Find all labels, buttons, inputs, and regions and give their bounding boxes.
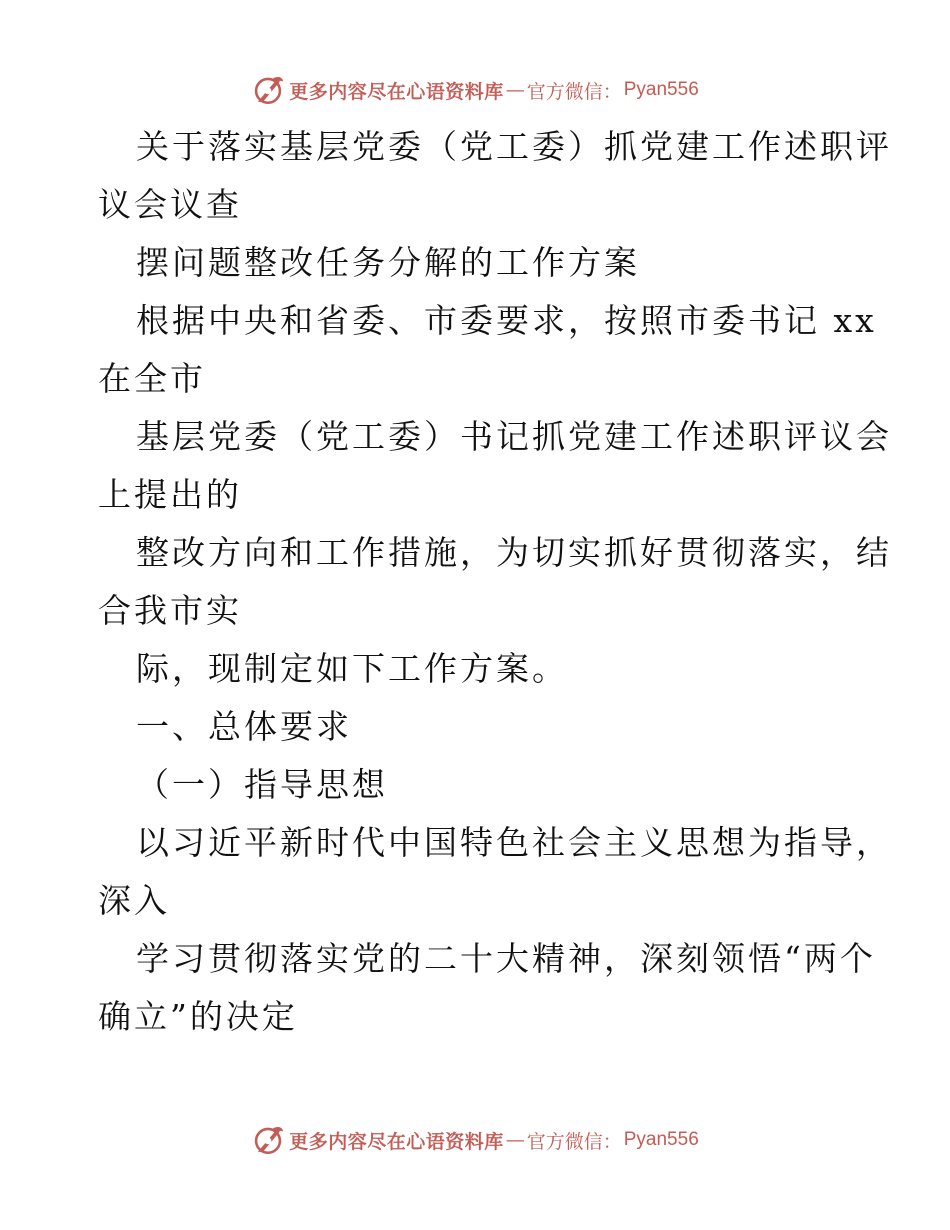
quill-pen-logo-icon bbox=[251, 73, 285, 107]
paragraph-line: 合我市实 bbox=[98, 591, 242, 630]
watermark-sub-text: 官方微信： bbox=[526, 80, 622, 103]
paragraph-line: 根据中央和省委、市委要求，按照市委书记 xx bbox=[136, 301, 877, 340]
section-heading: 一、总体要求 bbox=[136, 707, 352, 746]
paragraph-line: 确立”的决定 bbox=[98, 997, 298, 1036]
footer-watermark bbox=[0, 1120, 950, 1160]
paragraph-line: 在全市 bbox=[98, 359, 206, 398]
title-line-3: 摆问题整改任务分解的工作方案 bbox=[136, 243, 640, 282]
paragraph-line: 上提出的 bbox=[98, 475, 242, 514]
title-line-2: 议会议查 bbox=[98, 185, 242, 224]
subsection-heading: （一）指导思想 bbox=[136, 765, 388, 804]
watermark-wechat-id: Pyan556 bbox=[623, 79, 699, 100]
watermark-dash: — bbox=[505, 79, 525, 101]
header-watermark bbox=[0, 70, 950, 110]
watermark-wechat-id: Pyan556 bbox=[623, 1129, 699, 1150]
quill-pen-logo-icon bbox=[251, 1123, 285, 1157]
paragraph-line: 深入 bbox=[98, 881, 170, 920]
watermark-main-text: 更多内容尽在心语资料库 bbox=[289, 1130, 504, 1153]
title-line-1: 关于落实基层党委（党工委）抓党建工作述职评 bbox=[136, 127, 892, 166]
watermark-dash: — bbox=[505, 1129, 525, 1151]
paragraph-line: 学习贯彻落实党的二十大精神，深刻领悟“两个 bbox=[136, 939, 876, 978]
watermark-main-text: 更多内容尽在心语资料库 bbox=[289, 80, 504, 103]
paragraph-line: 际，现制定如下工作方案。 bbox=[136, 649, 568, 688]
paragraph-line: 以习近平新时代中国特色社会主义思想为指导， bbox=[136, 823, 892, 862]
paragraph-line: 整改方向和工作措施，为切实抓好贯彻落实，结 bbox=[136, 533, 892, 572]
paragraph-line: 基层党委（党工委）书记抓党建工作述职评议会 bbox=[136, 417, 892, 456]
watermark-sub-text: 官方微信： bbox=[526, 1130, 622, 1153]
